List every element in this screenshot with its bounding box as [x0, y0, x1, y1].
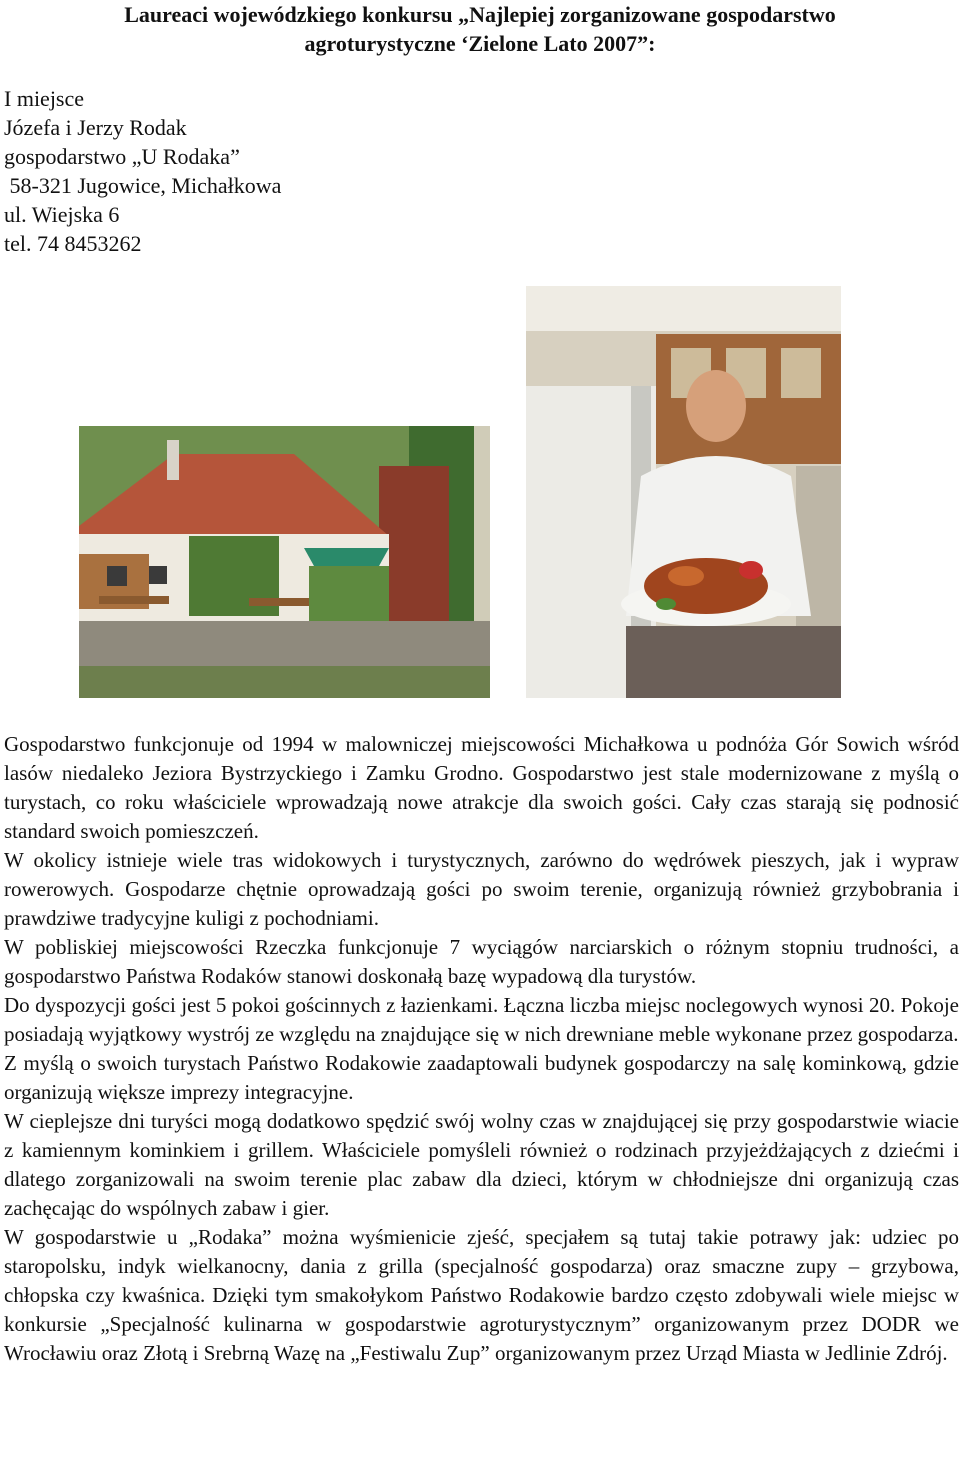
award-place: I miejsce [4, 86, 85, 111]
street-address: ul. Wiejska 6 [4, 202, 120, 227]
phone-number: tel. 74 8453262 [4, 231, 142, 256]
document-title [0, 0, 960, 58]
title-line-2: agroturystyczne ‘Zielone Lato 2007”: [304, 31, 656, 56]
paragraph-cuisine: W gospodarstwie u „Rodaka” można wyśmienicie zjeść, specjałem są tutaj takie potrawy jak: udziec po staropolsku, indyk wielkanocny, dania z grilla (specjalność gospodarza) oraz smaczne zupy – grzybowa, chłopska czy kwaśnica. Dzięki tym smakołykom Państwo Rodakowie bardzo często zdobywali wiele miejsc w konkursie „Specjalność kulinarna w gospodarstwie agroturystycznym” organizowanym przez DODR we Wrocławiu oraz Złotą i Srebrną Wazę na „Festiwalu Zup” organizowanym przez Urząd Miasta w Jedlinie Zdrój. [4, 1225, 959, 1365]
paragraph-rooms: Do dyspozycji gości jest 5 pokoi gościnnych z łazienkami. Łączna liczba miejsc noclegowych wynosi 20. Pokoje posiadają wyjątkowy wystrój ze względu na znajdujące się w nich drewniane meble wykonane przez gospodarza. [4, 993, 959, 1046]
postal-address: 58-321 Jugowice, Michałkowa [4, 173, 282, 198]
chef-with-roast-photo [526, 286, 841, 698]
owner-names: Józefa i Jerzy Rodak [4, 115, 187, 140]
paragraph-location: Gospodarstwo funkcjonuje od 1994 w malowniczej miejscowości Michałkowa u podnóża Gór Sowich wśród lasów niedaleko Jeziora Bystrzyckiego i Zamku Grodno. Gospodarstwo jest stale modernizowane z myślą o turystach, co roku właściciele wprowadzają nowe atrakcje dla swoich gości. Cały czas starają się podnosić standard swoich pomieszczeń. [4, 732, 959, 843]
farm-name: gospodarstwo „U Rodaka” [4, 144, 240, 169]
paragraph-skiing: W pobliskiej miejscowości Rzeczka funkcjonuje 7 wyciągów narciarskich o różnym stopniu trudności, a gospodarstwo Państwa Rodaków stanowi doskonałą bazę wypadową dla turystów. [4, 935, 959, 988]
paragraph-fireplace-hall: Z myślą o swoich turystach Państwo Rodakowie zaadaptowali budynek gospodarczy na salę kominkową, gdzie organizują większe imprezy integracyjne. [4, 1051, 959, 1104]
title-line-1: Laureaci wojewódzkiego konkursu „Najlepiej zorganizowane gospodarstwo [124, 2, 836, 27]
winner-contact-block [4, 84, 281, 258]
paragraph-outdoor: W cieplejsze dni turyści mogą dodatkowo spędzić swój wolny czas w znajdującej się przy gospodarstwie wiacie z kamiennym kominkiem i grillem. Właściciele pomyśleli również o rodzinach przyjeżdżających z dziećmi i dlatego zorganizowali na swoim terenie plac zabaw dla dzieci, którym w chłodniejsze dni organizują czas zachęcając do wspólnych zabaw i gier. [4, 1109, 959, 1220]
paragraph-trails: W okolicy istnieje wiele tras widokowych i turystycznych, zarówno do wędrówek pieszych, jak i wypraw rowerowych. Gospodarze chętnie oprowadzają gości po swoim terenie, organizują również grzybobrania i prawdziwe tradycyjne kuligi z pochodniami. [4, 848, 959, 930]
farmhouse-photo [79, 426, 490, 698]
description-text [4, 730, 959, 1368]
